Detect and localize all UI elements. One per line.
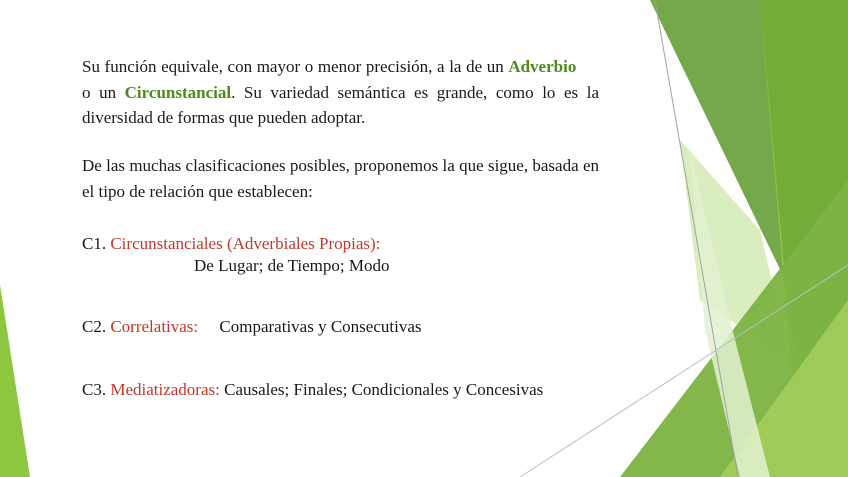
intro-text-2: o un xyxy=(82,82,117,102)
classification-intro: De las muchas clasificaciones posibles, proponemos la que sigue, basada en el tipo de relación que establecen: xyxy=(82,156,599,201)
intro-text-1: Su función equivale, con mayor o menor precisión, a la de un xyxy=(82,57,504,76)
class-code: C2. xyxy=(82,317,107,336)
class-detail: Causales; Finales; Condicionales y Concesivas xyxy=(224,380,544,399)
class-c2 xyxy=(82,316,421,338)
class-name: Mediatizadoras: xyxy=(110,380,220,399)
left-edge-triangle xyxy=(0,285,30,477)
class-name: Circunstanciales (Adverbiales Propias): xyxy=(110,234,381,253)
intro-text-3: . Su variedad semántica es grande, como lo es la diversidad de formas que pueden adoptar. xyxy=(82,82,600,127)
class-c1-detail: De Lugar; de Tiempo; Modo xyxy=(194,256,390,275)
class-code: C1. xyxy=(82,234,107,253)
term-circunstancial: Circunstancial xyxy=(124,82,232,102)
term-adverbio: Adverbio xyxy=(508,57,577,76)
intro-paragraph xyxy=(82,54,599,131)
class-c3 xyxy=(82,379,543,401)
class-detail: Comparativas y Consecutivas xyxy=(219,317,422,336)
class-name: Correlativas: xyxy=(110,317,199,336)
class-code: C3. xyxy=(82,380,107,399)
class-c1 xyxy=(82,233,380,255)
